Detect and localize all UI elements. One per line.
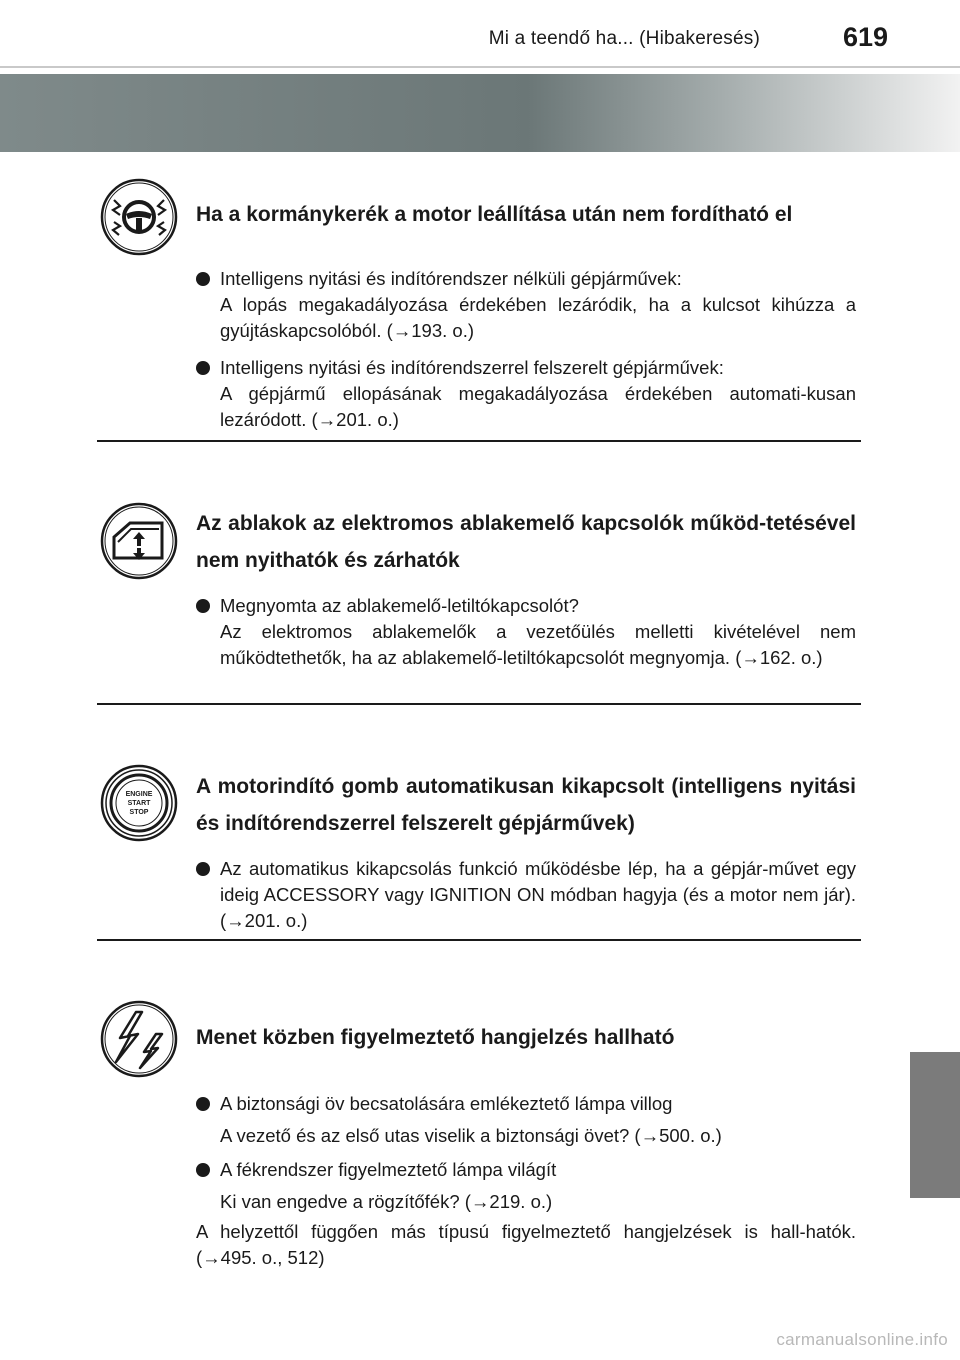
chapter-thumb-tab: [910, 1052, 960, 1198]
item-explanation: Ki van engedve a rögzítőfék? (→219. o.): [220, 1191, 553, 1212]
section-note: A helyzettől függően más típusú figyelmeztető hangjelzések is hall-hatók. (→495. o., 512): [196, 1221, 856, 1268]
item-explanation: A vezető és az első utas viselik a biztonsági övet? (→500. o.): [220, 1125, 722, 1146]
item-explanation: Az automatikus kikapcsolás funkció működésbe lép, ha a gépjár-művet egy ideig ACCESSORY vagy IGNITION ON módban hagyja (és a motor nem jár). (→201. o.): [220, 858, 856, 931]
list-item: [196, 355, 856, 433]
engine-start-stop-icon: [100, 764, 178, 842]
list-item: [196, 266, 856, 344]
item-explanation: A gépjármű ellopásának megakadályozása érdekében automati-kusan lezáródott. (→201. o.): [220, 383, 856, 430]
bullet-icon: [196, 361, 210, 375]
watermark: carmanualsonline.info: [776, 1330, 948, 1349]
steering-lock-icon: [100, 178, 178, 256]
warning-buzzer-icon: [100, 1000, 178, 1078]
list-item: [196, 856, 856, 934]
bullet-icon: [196, 862, 210, 876]
section-divider: [97, 939, 861, 941]
bullet-icon: [196, 599, 210, 613]
item-condition: A fékrendszer figyelmeztető lámpa világít: [220, 1159, 557, 1180]
bullet-icon: [196, 1163, 210, 1177]
power-window-icon: [100, 502, 178, 580]
bullet-icon: [196, 1097, 210, 1111]
item-condition: Intelligens nyitási és indítórendszerrel felszerelt gépjárművek:: [220, 357, 724, 378]
section-divider: [97, 703, 861, 705]
item-explanation: A lopás megakadályozása érdekében lezáródik, ha a kulcsot kihúzza a gyújtáskapcsolóból. (→193. o.): [220, 294, 856, 341]
list-item: [196, 593, 856, 671]
icon-label: ENGINE: [125, 791, 153, 798]
section-title: Menet közben figyelmeztető hangjelzés hallható: [196, 1026, 675, 1049]
section-title: A motorindító gomb automatikusan kikapcsolt (intelligens nyitási és indítórendszerrel felszerelt gépjárművek): [196, 775, 856, 835]
item-condition: A biztonsági öv becsatolására emlékeztető lámpa villog: [220, 1093, 673, 1114]
bullet-icon: [196, 272, 210, 286]
icon-label: START: [127, 800, 151, 807]
page-number: 619: [842, 22, 888, 52]
list-item: [196, 1091, 856, 1149]
section-divider: [97, 440, 861, 442]
item-condition: Intelligens nyitási és indítórendszer nélküli gépjárművek:: [220, 268, 682, 289]
item-condition: Megnyomta az ablakemelő-letiltókapcsolót?: [220, 595, 579, 616]
chapter-banner: [0, 74, 960, 152]
list-item: [196, 1157, 856, 1215]
item-explanation: Az elektromos ablakemelők a vezetőülés melletti kivételével nem működtethetők, ha az ablakemelő-letiltókapcsolót megnyomja. (→162. o.): [220, 621, 856, 668]
header-divider: [0, 66, 960, 68]
icon-label: STOP: [129, 809, 149, 816]
running-header-title: Mi a teendő ha... (Hibakeresés): [488, 28, 760, 49]
section-title: Ha a kormánykerék a motor leállítása után nem fordítható el: [196, 203, 793, 226]
section-title: Az ablakok az elektromos ablakemelő kapcsolók működ-tetésével nem nyithatók és zárhatók: [196, 512, 856, 572]
